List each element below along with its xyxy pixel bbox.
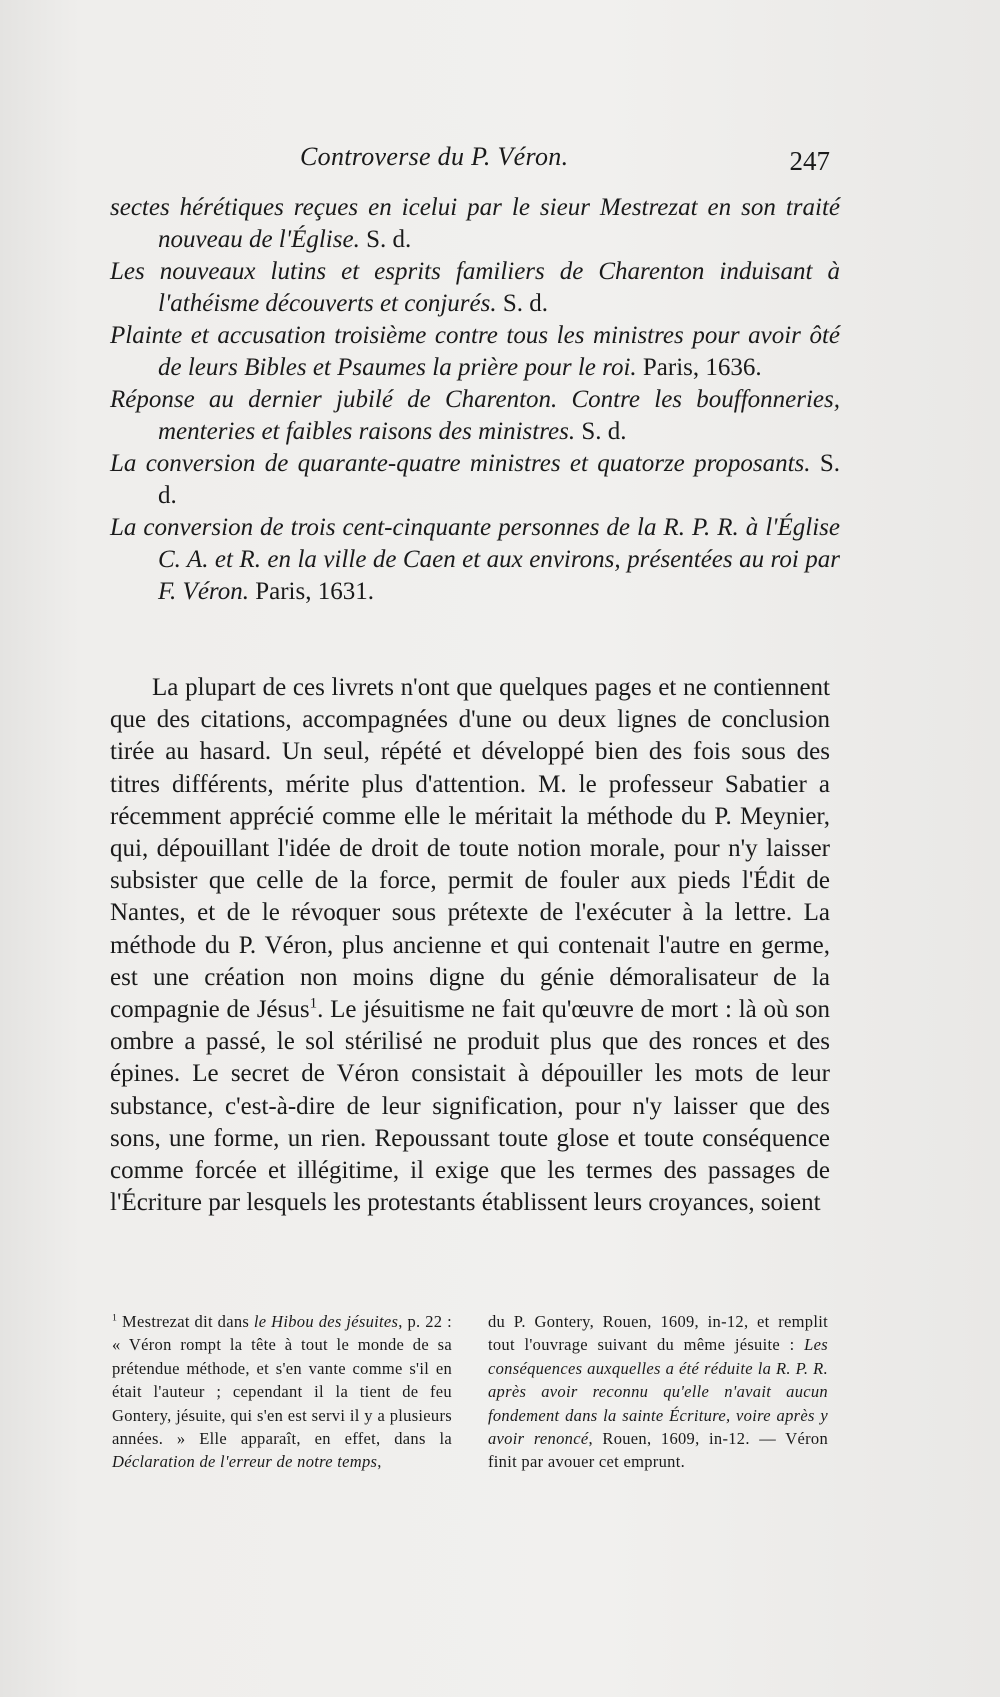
main-paragraph xyxy=(110,672,830,1219)
footnote-cited-title: Déclaration de l'erreur de notre temps xyxy=(112,1452,378,1472)
entry-title: sectes hérétiques reçues en icelui par le sieur Mestrezat en son traité nouveau de l'Église. xyxy=(110,194,840,253)
entry-imprint: S. d. xyxy=(496,290,548,317)
entry-imprint: Paris, 1631. xyxy=(248,578,374,605)
footnote-text: du P. Gontery, Rouen, 1609, in-12, et remplit tout l'ouvrage suivant du même jésuite : xyxy=(488,1312,828,1355)
footnote-reference: 1 xyxy=(309,995,318,1012)
bibliography-entry xyxy=(110,256,840,320)
entry-imprint: S. d. xyxy=(359,226,412,253)
paragraph-text-part-1: La plupart de ces livrets n'ont que quelques pages et ne contiennent que des citations, accompagnées d'une ou deux lignes de conclusion tirée au hasard. Un seul, répété et développé bien des fois sous des titres différents, mérite plus d'attention. M. le professeur Sabatier a récemment apprécié comme elle le méritait la méthode du P. Meynier, qui, dépouillant l'idée de droit de toute notion morale, pour n'y laisser subsister que celle de la force, permit de fouler aux pieds l'Édit de Nantes, et de le révoquer sous prétexte de l'exécuter à la lettre. La méthode du P. Véron, plus ancienne et qui contenait l'autre en germe, est une création non moins digne du génie démoralisateur de la compagnie de Jésus xyxy=(110,674,830,1024)
footnote-text: Mestrezat dit dans xyxy=(117,1312,254,1331)
entry-imprint: Paris, 1636. xyxy=(636,354,762,381)
footnote-cited-title: Les conséquences auxquelles a été réduite la R. P. R. après avoir reconnu qu'elle n'avait aucun fondement dans la sainte Écriture, voire après y avoir renoncé xyxy=(488,1335,828,1449)
footnote-cited-title: le Hibou des jésuites xyxy=(253,1312,399,1331)
bibliography-entry xyxy=(110,512,840,608)
page-number: 247 xyxy=(789,146,830,176)
body-paragraph xyxy=(110,672,830,1219)
entry-imprint: S. d. xyxy=(158,450,840,509)
entry-title: Réponse au dernier jubilé de Charenton. Contre les bouffonneries, menteries et faibles raisons des ministres. xyxy=(110,386,840,445)
entry-title: Les nouveaux lutins et esprits familiers de Charenton induisant à l'athéisme découverts et conjurés. xyxy=(110,258,840,317)
footnote-text: , Rouen, 1609, in-12. — Véron finit par avouer cet emprunt. xyxy=(488,1429,829,1472)
entry-imprint: S. d. xyxy=(575,418,627,445)
page-header xyxy=(100,142,830,182)
running-title: Controverse du P. Véron. xyxy=(300,142,569,171)
bibliography-entry xyxy=(110,448,840,512)
entry-title: La conversion de quarante-quatre ministres et quatorze proposants. xyxy=(110,450,811,477)
footnote-column-right xyxy=(488,1310,828,1474)
entry-title: La conversion de trois cent-cinquante personnes de la R. P. R. à l'Église C. A. et R. en la ville de Caen et aux environs, présentées au roi par F. Véron. xyxy=(110,514,840,605)
footnote-text: , xyxy=(377,1452,382,1472)
bibliography-list xyxy=(110,192,840,608)
footnote-area xyxy=(112,1310,828,1474)
footnote-text: , p. 22 : « Véron rompt la tête à tout le monde de sa prétendue méthode, et s'en vante comme s'il en était l'auteur ; cependant il la tient de feu Gontery, jésuite, qui s'en est servi il y a plusieurs années. » Elle apparaît, en effet, dans la xyxy=(112,1312,452,1449)
footnote-marker: 1 xyxy=(112,1312,118,1324)
bibliography-entry xyxy=(110,320,840,384)
bibliography-entry xyxy=(110,192,840,256)
footnote-column-left xyxy=(112,1310,452,1474)
bibliography-entry xyxy=(110,384,840,448)
entry-title: Plainte et accusation troisième contre tous les ministres pour avoir ôté de leurs Bibles et Psaumes la prière pour le roi. xyxy=(110,322,840,381)
paragraph-text-part-2: . Le jésuitisme ne fait qu'œuvre de mort : là où son ombre a passé, le sol stérilisé ne produit plus que des ronces et des épines. Le secret de Véron consistait à dépouiller les mots de leur substance, c'est-à-dire de leur signification, pour n'y laisser que des sons, une forme, un rien. Repoussant toute glose et toute conséquence comme forcée et illégitime, il exige que les termes des passages de l'Écriture par lesquels les protestants établissent leurs croyances, soient xyxy=(110,996,830,1217)
